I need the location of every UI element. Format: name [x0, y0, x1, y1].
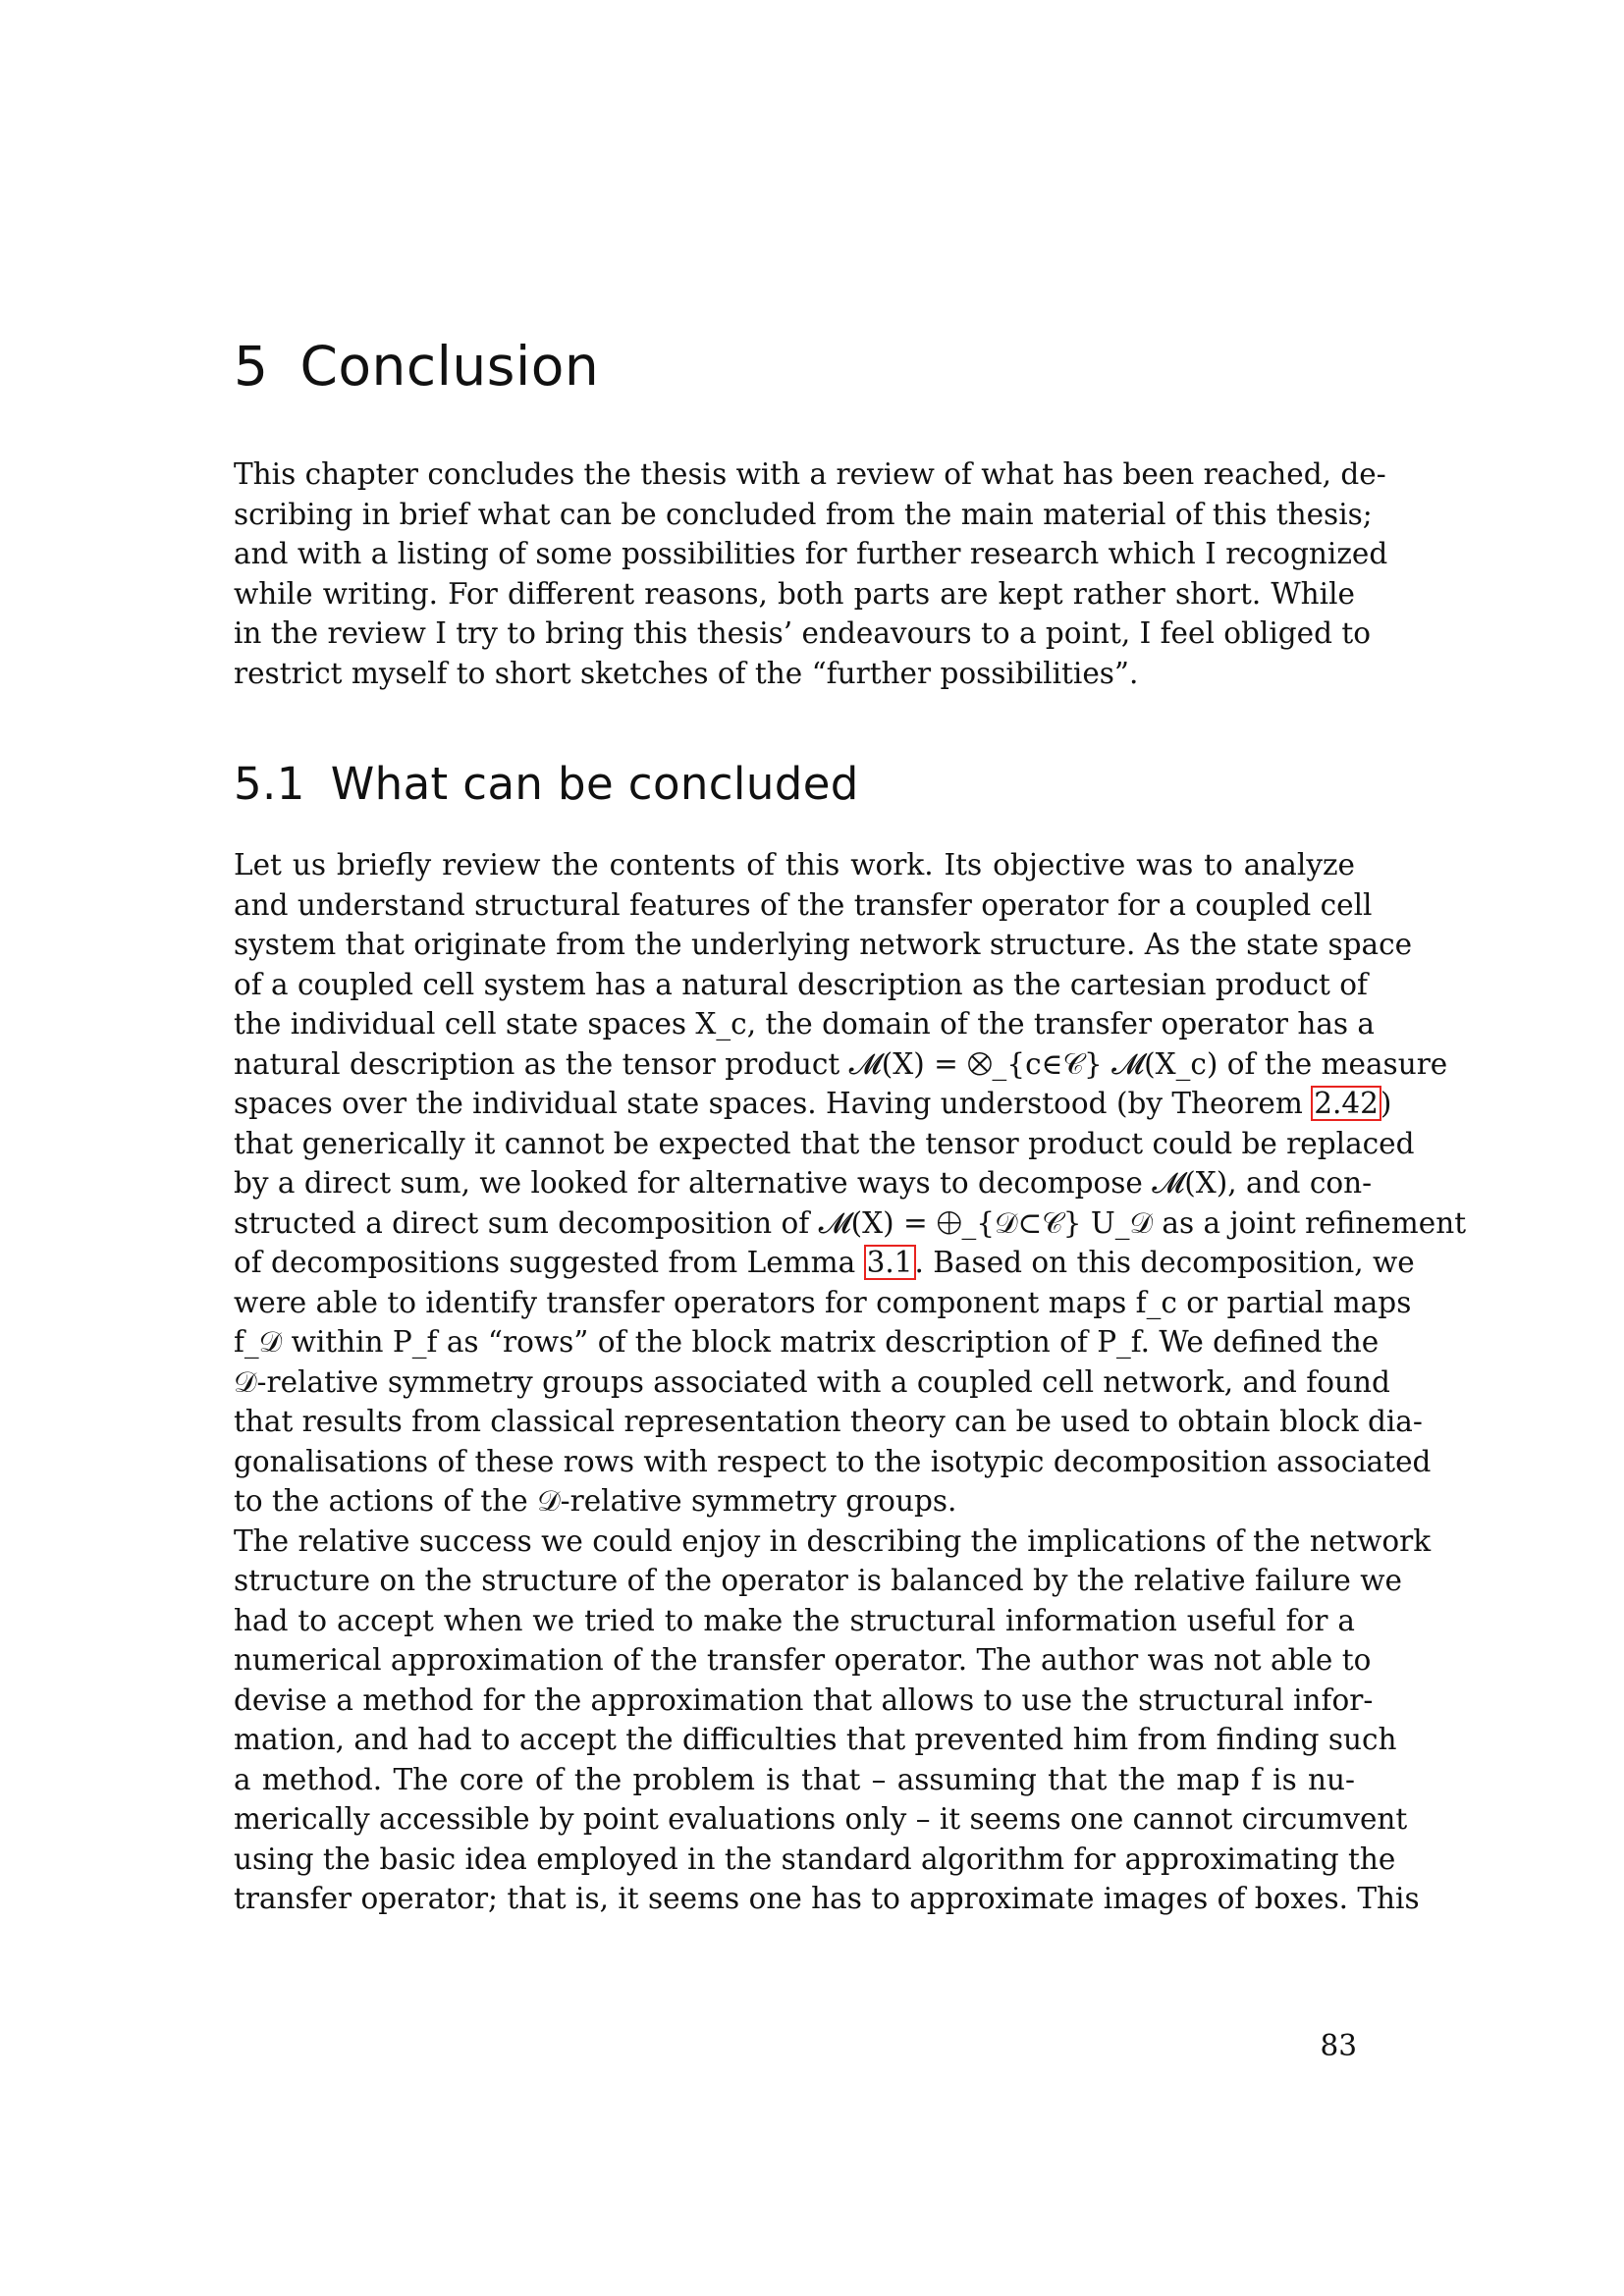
- text-line: natural description as the tensor product 𝓜(X) = ⨂_{c∈𝒞} 𝓜(X_c) of the measure: [234, 1046, 1448, 1081]
- text-line: mation, and had to accept the difficulties that prevented him from finding such: [234, 1723, 1397, 1756]
- text-line: structed a direct sum decomposition of 𝓜(X) = ⨁_{𝒟⊂𝒞} U_𝒟 as a joint refinement: [234, 1205, 1467, 1240]
- theorem-reference-link[interactable]: 2.42: [1314, 1087, 1379, 1120]
- chapter-intro-paragraph: [234, 454, 1388, 693]
- text-line: numerical approximation of the transfer operator. The author was not able to: [234, 1643, 1372, 1677]
- section-title-text: What can be concluded: [330, 758, 859, 810]
- text-line: The relative success we could enjoy in describing the implications of the network: [234, 1523, 1432, 1558]
- text-line: and understand structural features of the transfer operator for a coupled cell: [234, 887, 1373, 922]
- text-line: gonalisations of these rows with respect to the isotypic decomposition associated: [234, 1444, 1432, 1478]
- text-line: and with a listing of some possibilities for further research which I recognized: [234, 537, 1388, 570]
- text-line: Let us briefly review the contents of this work. Its objective was to analyze: [234, 848, 1355, 881]
- text-line: that generically it cannot be expected that the tensor product could be replaced: [234, 1126, 1415, 1160]
- text-line: to the actions of the 𝒟-relative symmetry groups.: [234, 1484, 957, 1518]
- text-line: by a direct sum, we looked for alternative ways to decompose 𝓜(X), and con-: [234, 1166, 1373, 1200]
- lemma-reference-link[interactable]: 3.1: [866, 1246, 913, 1279]
- text-line: 𝒟-relative symmetry groups associated with a coupled cell network, and found: [234, 1364, 1390, 1399]
- text-line: had to accept when we tried to make the structural information useful for a: [234, 1603, 1355, 1637]
- text-segment: of decompositions suggested from Lemma: [234, 1246, 865, 1279]
- text-line: This chapter concludes the thesis with a review of what has been reached, de-: [234, 457, 1386, 491]
- text-line: f_𝒟 within P_f as “rows” of the block matrix description of P_f. We defined the: [234, 1325, 1380, 1359]
- text-line: while writing. For different reasons, both parts are kept rather short. While: [234, 576, 1355, 611]
- text-segment: spaces over the individual state spaces. Having understood (by Theorem: [234, 1087, 1313, 1120]
- text-line: restrict myself to short sketches of the “further possibilities”.: [234, 656, 1139, 690]
- text-line: transfer operator; that is, it seems one has to approximate images of boxes. This: [234, 1882, 1420, 1915]
- chapter-title: [234, 334, 599, 399]
- text-line: structure on the structure of the operator is balanced by the relative failure we: [234, 1564, 1402, 1597]
- section-title: [234, 758, 859, 811]
- page-number: 83: [1320, 2029, 1357, 2062]
- text-line: merically accessible by point evaluations only – it seems one cannot circumvent: [234, 1802, 1408, 1836]
- section-body: [234, 845, 1467, 1919]
- text-line-with-reference: [234, 1243, 1415, 1283]
- text-line: were able to identify transfer operators for component maps f_c or partial maps: [234, 1285, 1412, 1319]
- text-line: system that originate from the underlying network structure. As the state space: [234, 928, 1413, 961]
- text-segment: ): [1380, 1087, 1392, 1120]
- chapter-number: 5: [234, 335, 269, 398]
- text-line: the individual cell state spaces X_c, the domain of the transfer operator has a: [234, 1007, 1376, 1041]
- text-segment: . Based on this decomposition, we: [914, 1246, 1415, 1279]
- text-line: scribing in brief what can be concluded from the main material of this thesis;: [234, 497, 1373, 531]
- text-line: that results from classical representation theory can be used to obtain block dia-: [234, 1405, 1423, 1438]
- chapter-title-text: Conclusion: [299, 335, 600, 398]
- section-number: 5.1: [234, 758, 305, 810]
- text-line: in the review I try to bring this thesis’ endeavours to a point, I feel obliged to: [234, 616, 1372, 650]
- text-line: devise a method for the approximation that allows to use the structural infor-: [234, 1682, 1374, 1717]
- text-line: using the basic idea employed in the standard algorithm for approximating the: [234, 1842, 1396, 1876]
- text-line: a method. The core of the problem is that – assuming that the map f is nu-: [234, 1762, 1355, 1796]
- text-line: of a coupled cell system has a natural description as the cartesian product of: [234, 967, 1368, 1001]
- text-line-with-reference: [234, 1084, 1392, 1124]
